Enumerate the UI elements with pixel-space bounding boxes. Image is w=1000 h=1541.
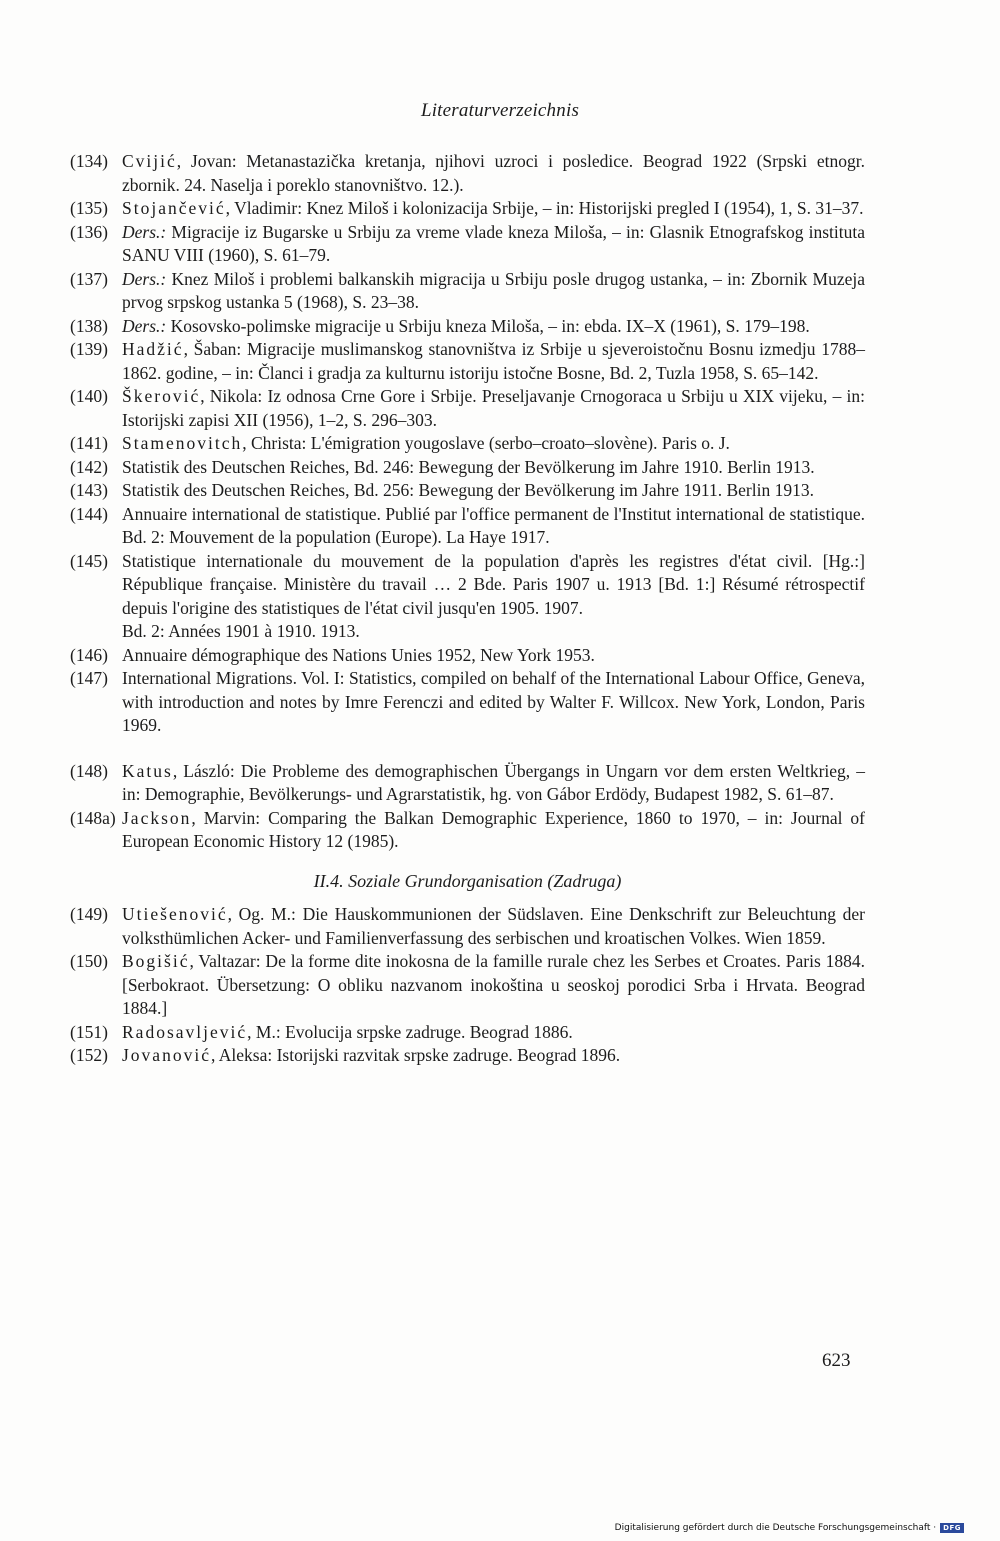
entry-text: Knez Miloš i problemi balkanskih migracija u Srbiju posle drugog ustanka, – in: Zbornik Muzeja prvog srpskog ustanka 5 (1968), S. 23–38. — [122, 268, 865, 312]
spacer — [70, 738, 865, 760]
entry-number: (145) — [70, 550, 108, 571]
entry-number: (134) — [70, 151, 108, 171]
entry-author: Radosavljević — [122, 1021, 248, 1042]
entry-number: (137) — [70, 268, 108, 289]
bibliography-entry — [70, 150, 865, 197]
entry-number: (147) — [70, 668, 108, 688]
footer-text: Digitalisierung gefördert durch die Deutsche Forschungsgemeinschaft · — [614, 1523, 937, 1533]
bibliography-list — [70, 150, 865, 1068]
bibliography-entry — [70, 1021, 865, 1045]
entry-text: International Migrations. Vol. I: Statistics, compiled on behalf of the International Labour Office, Geneva, with introduction and notes by Imre Ferenczi and edited by Walter F. Willcox. New York, London, Paris 1969. — [122, 668, 865, 735]
entry-number: (136) — [70, 221, 108, 242]
bibliography-entry — [70, 1044, 865, 1068]
entry-text: , Og. M.: Die Hauskommunionen der Südslaven. Eine Denkschrift zur Beleuchtung der volksthümlichen Acker- und Familienverfassung des serbischen und kroatischen Volkes. Wien 1859. — [122, 904, 865, 948]
entry-number: (139) — [70, 339, 108, 359]
entry-text: , Vladimir: Knez Miloš i kolonizacija Srbije, – in: Historijski pregled I (1954), 1, S. 31–37. — [225, 198, 864, 218]
bibliography-entry — [70, 315, 865, 339]
entry-number: (144) — [70, 503, 108, 524]
entry-author: Jovanović — [122, 1045, 211, 1065]
entry-author: Škerović — [122, 386, 201, 406]
bibliography-entry — [70, 432, 865, 456]
entry-text: , Šaban: Migracije muslimanskog stanovništva iz Srbije u sjeveroistočnu Bosnu izmedju 1788–1862. godine, – in: Članci i gradja za kulturnu istoriju istočne Bosne, Bd. 2, Tuzla 1958, S. 65–142. — [122, 339, 865, 383]
entry-number: (152) — [70, 1045, 108, 1065]
entry-number: (135) — [70, 198, 108, 218]
entry-number: (141) — [70, 433, 108, 453]
entry-text: , Aleksa: Istorijski razvitak srpske zadruge. Beograd 1896. — [210, 1045, 621, 1065]
bibliography-entry — [70, 197, 865, 221]
entry-author: Stojančević — [122, 198, 226, 218]
entry-text: , Nikola: Iz odnosa Crne Gore i Srbije. Preseljavanje Crnogoraca u Srbiju u XIX vijeku, – in: Istorijski zapisi XII (1956), 1–2, S. 296–303. — [122, 386, 865, 430]
entry-text: Statistik des Deutschen Reiches, Bd. 246: Bewegung der Bevölkerung im Jahre 1910. Berlin 1913. — [122, 456, 815, 477]
running-head: Literaturverzeichnis — [420, 100, 580, 121]
bibliography-entry — [70, 807, 865, 854]
page-number: 623 — [822, 1350, 851, 1371]
entry-number: (146) — [70, 644, 108, 665]
bibliography-entry — [70, 950, 865, 1021]
entry-number: (143) — [70, 480, 108, 500]
entry-author: Ders.: — [122, 315, 167, 336]
entry-author: Jackson — [122, 807, 192, 828]
bibliography-entry — [70, 503, 865, 550]
bibliography-entry — [70, 550, 865, 621]
bibliography-entry — [70, 760, 865, 807]
entry-number: (149) — [70, 904, 108, 924]
entry-text: , Marvin: Comparing the Balkan Demographic Experience, 1860 to 1970, – in: Journal of European Economic History 12 (1985). — [122, 807, 865, 851]
entry-author: Katus — [122, 760, 173, 781]
bibliography-entry — [70, 903, 865, 950]
entry-text: Annuaire démographique des Nations Unies 1952, New York 1953. — [122, 644, 595, 665]
entry-number: (138) — [70, 315, 108, 336]
entry-number: (142) — [70, 456, 108, 477]
entry-number: (140) — [70, 386, 108, 406]
entry-number: (150) — [70, 951, 108, 971]
entry-text: Statistique internationale du mouvement de la population d'après les registres d'état civil. [Hg.:] République française. Ministère du travail … 2 Bde. Paris 1907 u. 1913 [Bd. 1:] Résumé rétrospectif depuis l'origine des statistiques de l'état civil jusqu'en 1905. 1907. — [122, 550, 865, 618]
bibliography-entry — [70, 385, 865, 432]
entry-text: Annuaire international de statistique. Publié par l'office permanent de l'Institut international de statistique. Bd. 2: Mouvement de la population (Europe). La Haye 1917. — [122, 503, 865, 547]
entry-text: Statistik des Deutschen Reiches, Bd. 256: Bewegung der Bevölkerung im Jahre 1911. Berlin 1913. — [122, 480, 814, 500]
entry-author: Utiešenović — [122, 904, 228, 924]
bibliography-entry — [70, 268, 865, 315]
entry-text: , László: Die Probleme des demographischen Übergangs in Ungarn vor dem ersten Weltkrieg, – in: Demographie, Bevölkerungs- und Agrarstatistik, hg. von Gábor Erdödy, Budapest 1982, S. 61–87. — [122, 760, 865, 804]
section-heading: II.4. Soziale Grundorganisation (Zadruga) — [313, 870, 622, 891]
bibliography-entry — [70, 667, 865, 738]
entry-number: (148) — [70, 760, 108, 781]
digitization-footer — [615, 1523, 964, 1533]
entry-author: Cvijić — [122, 151, 177, 171]
entry-author: Ders.: — [122, 221, 167, 242]
bibliography-entry — [70, 644, 865, 668]
entry-text: , Jovan: Metanastazička kretanja, njihovi uzroci i posledice. Beograd 1922 (Srpski etnogr. zbornik. 24. Naselja i poreklo stanovništvo. 12.). — [122, 151, 865, 195]
entry-text: , M.: Evolucija srpske zadruge. Beograd 1886. — [247, 1021, 573, 1042]
entry-text: , Christa: L'émigration yougoslave (serbo–croato–slovène). Paris o. J. — [242, 433, 730, 453]
entry-author: Ders.: — [122, 268, 167, 289]
bibliography-entry-continuation — [70, 620, 865, 644]
entry-number: (148a) — [70, 807, 116, 828]
bibliography-entry — [70, 338, 865, 385]
entry-text: Bd. 2: Années 1901 à 1910. 1913. — [122, 621, 360, 641]
entry-author: Bogišić — [122, 951, 190, 971]
entry-number — [70, 620, 122, 644]
bibliography-entry — [70, 456, 865, 480]
entry-text: , Valtazar: De la forme dite inokosna de la famille rurale chez les Serbes et Croates. Paris 1884. [Serbokraot. Übersetzung: O obliku nazvanom inokoština u seoskoj porodici Srba i Hrvata. Beograd 1884.] — [122, 951, 865, 1018]
dfg-logo-icon: DFG — [940, 1523, 964, 1533]
entry-text: Kosovsko-polimske migracije u Srbiju kneza Miloša, – in: ebda. IX–X (1961), S. 179–198. — [166, 315, 810, 336]
entry-text: Migracije iz Bugarske u Srbiju za vreme vlade kneza Miloša, – in: Glasnik Etnografskog instituta SANU VIII (1960), S. 61–79. — [122, 221, 865, 265]
bibliography-entry — [70, 221, 865, 268]
entry-number: (151) — [70, 1021, 108, 1042]
entry-author: Hadžić — [122, 339, 184, 359]
bibliography-entry — [70, 479, 865, 503]
entry-author: Stamenovitch — [122, 433, 243, 453]
